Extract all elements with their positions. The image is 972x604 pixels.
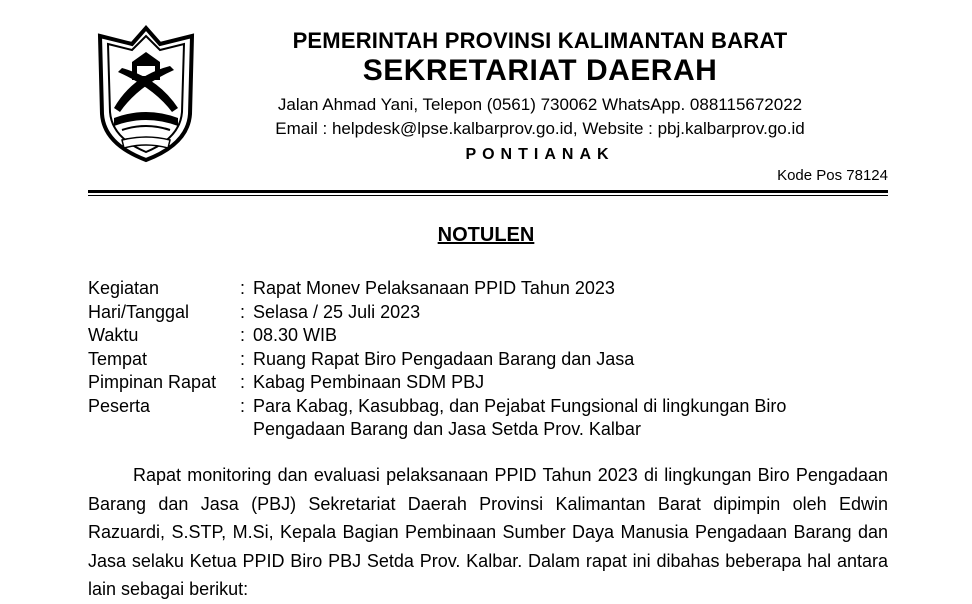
document-title: NOTULEN (437, 224, 535, 246)
info-value: Selasa / 25 Juli 2023 (253, 301, 421, 322)
info-row (88, 395, 873, 442)
info-row (88, 301, 873, 325)
info-separator: : (240, 395, 246, 416)
info-row (88, 277, 873, 301)
info-label: Kegiatan (88, 278, 160, 298)
info-value: Rapat Monev Pelaksanaan PPID Tahun 2023 (253, 278, 615, 298)
office-address: Jalan Ahmad Yani, Telepon (0561) 730062 WhatsApp. 088115672022 (277, 95, 803, 114)
postal-code: Kode Pos 78124 (777, 167, 888, 184)
kalimantan-barat-emblem-icon (92, 14, 200, 164)
info-value: Kabag Pembinaan SDM PBJ (253, 372, 485, 392)
info-separator: : (240, 372, 246, 392)
header-divider-thick (88, 190, 888, 193)
meeting-info (88, 277, 873, 442)
info-label: Pimpinan Rapat (88, 372, 217, 392)
header-divider-thin (88, 195, 888, 196)
government-name: PEMERINTAH PROVINSI KALIMANTAN BARAT (292, 28, 788, 53)
info-separator: : (240, 348, 246, 369)
info-separator: : (240, 278, 246, 298)
info-row (88, 324, 873, 348)
paragraph-text: Rapat monitoring dan evaluasi pelaksanaan PPID Tahun 2023 di lingkungan Biro Pengadaan Barang dan Jasa (PBJ) Sekretariat Daerah Provinsi Kalimantan Barat dipimpin oleh Edwin Razuardi, S.STP, M.Si, Kepala Bagian Pembinaan Sumber Daya Manusia Pengadaan Barang dan Jasa selaku Ketua PPID Biro PBJ Setda Prov. Kalbar. Dalam rapat ini dibahas beberapa hal antara lain sebagai berikut: (88, 465, 888, 599)
info-label: Hari/Tanggal (88, 301, 190, 322)
info-row (88, 348, 873, 372)
info-label: Waktu (88, 325, 139, 345)
office-name: SEKRETARIAT DAERAH (362, 54, 718, 87)
info-separator: : (240, 325, 246, 345)
info-value: 08.30 WIB (253, 325, 338, 345)
info-label: Peserta (88, 395, 151, 416)
info-separator: : (240, 301, 246, 322)
info-value: Ruang Rapat Biro Pengadaan Barang dan Jasa (253, 348, 635, 369)
office-city: PONTIANAK (465, 146, 615, 163)
info-value: Para Kabag, Kasubbag, dan Pejabat Fungsional di lingkungan Biro Pengadaan Barang dan Jasa Setda Prov. Kalbar (253, 395, 787, 439)
office-contact: Email : helpdesk@lpse.kalbarprov.go.id, Website : pbj.kalbarprov.go.id (275, 119, 805, 138)
body-paragraph (88, 461, 888, 604)
info-label: Tempat (88, 348, 148, 369)
info-row (88, 371, 873, 395)
